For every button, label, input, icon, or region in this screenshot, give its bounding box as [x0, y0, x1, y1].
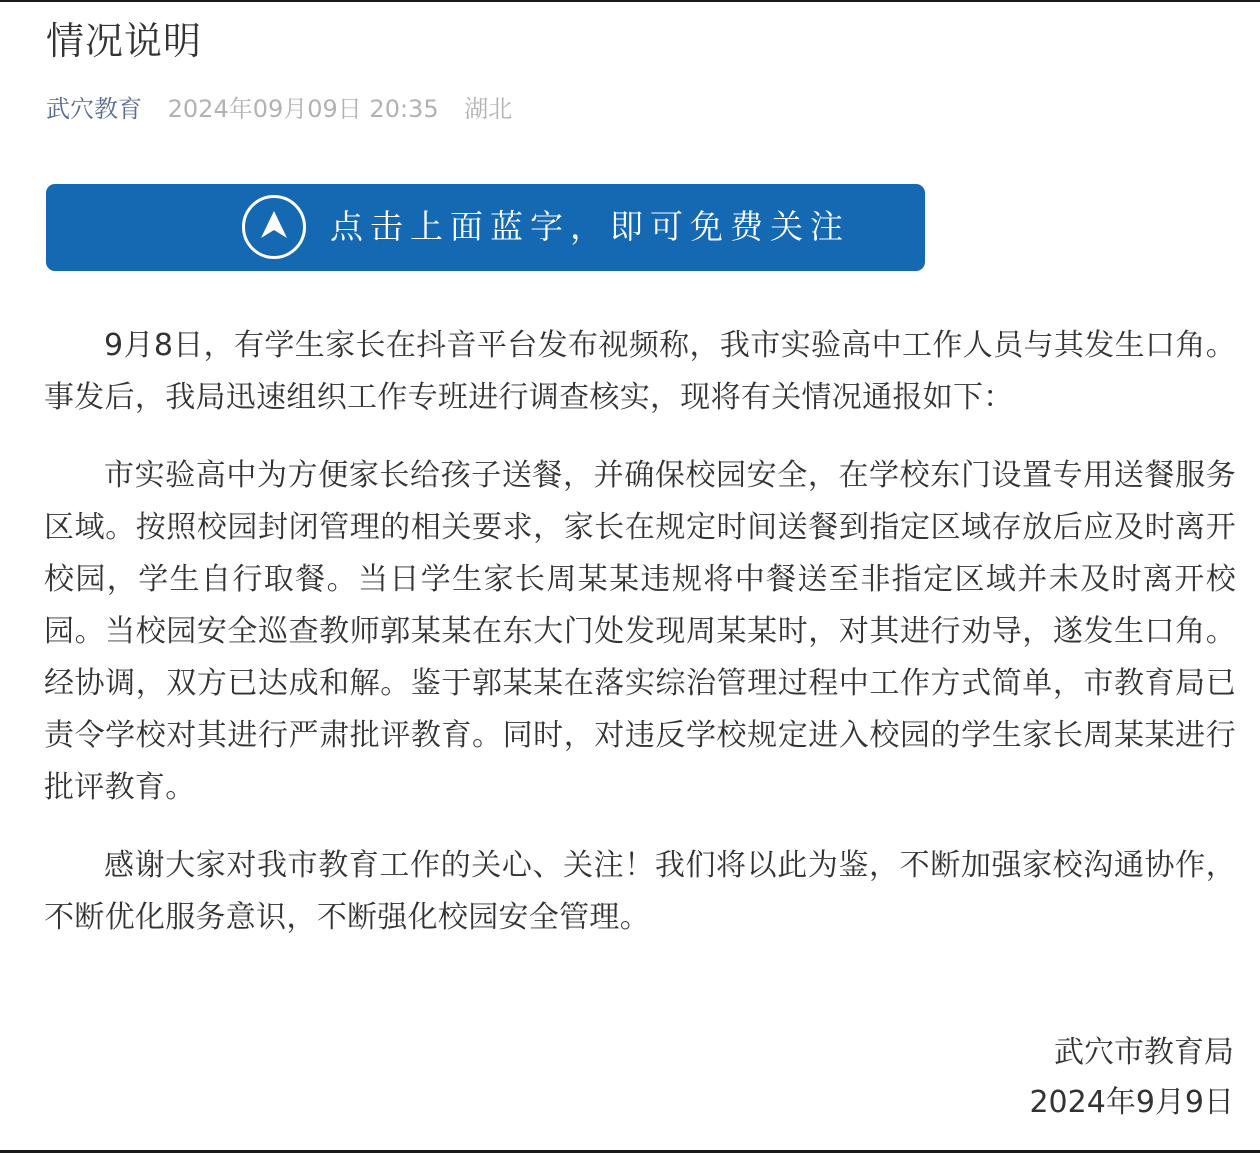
publish-time: 2024年09月09日 20:35	[167, 95, 439, 123]
article-title: 情况说明	[46, 19, 203, 63]
publish-location: 湖北	[464, 95, 513, 123]
signature-block	[1029, 1028, 1234, 1128]
up-arrow-circle-icon	[242, 195, 306, 259]
article-meta	[46, 92, 512, 126]
article-paragraph: 感谢大家对我市教育工作的关心、关注！我们将以此为鉴，不断加强家校沟通协作，不断优化服务意识，不断强化校园安全管理。	[44, 848, 1236, 935]
signature-date: 2024年9月9日	[1029, 1085, 1234, 1120]
article-body	[44, 320, 1236, 970]
account-name-link[interactable]: 武穴教育	[46, 95, 142, 123]
follow-banner[interactable]	[46, 184, 925, 271]
article-paragraph: 市实验高中为方便家长给孩子送餐，并确保校园安全，在学校东门设置专用送餐服务区域。按照校园封闭管理的相关要求，家长在规定时间送餐到指定区域存放后应及时离开校园，学生自行取餐。当日学生家长周某某违规将中餐送至非指定区域并未及时离开校园。当校园安全巡查教师郭某某在东大门处发现周某某时，对其进行劝导，遂发生口角。经协调，双方已达成和解。鉴于郭某某在落实综治管理过程中工作方式简单，市教育局已责令学校对其进行严肃批评教育。同时，对违反学校规定进入校园的学生家长周某某进行批评教育。	[44, 458, 1236, 805]
follow-banner-text: 点击上面蓝字，即可免费关注	[330, 207, 850, 246]
article-paragraph: 9月8日，有学生家长在抖音平台发布视频称，我市实验高中工作人员与其发生口角。事发后，我局迅速组织工作专班进行调查核实，现将有关情况通报如下：	[44, 328, 1236, 415]
signature-organization: 武穴市教育局	[1054, 1035, 1234, 1070]
